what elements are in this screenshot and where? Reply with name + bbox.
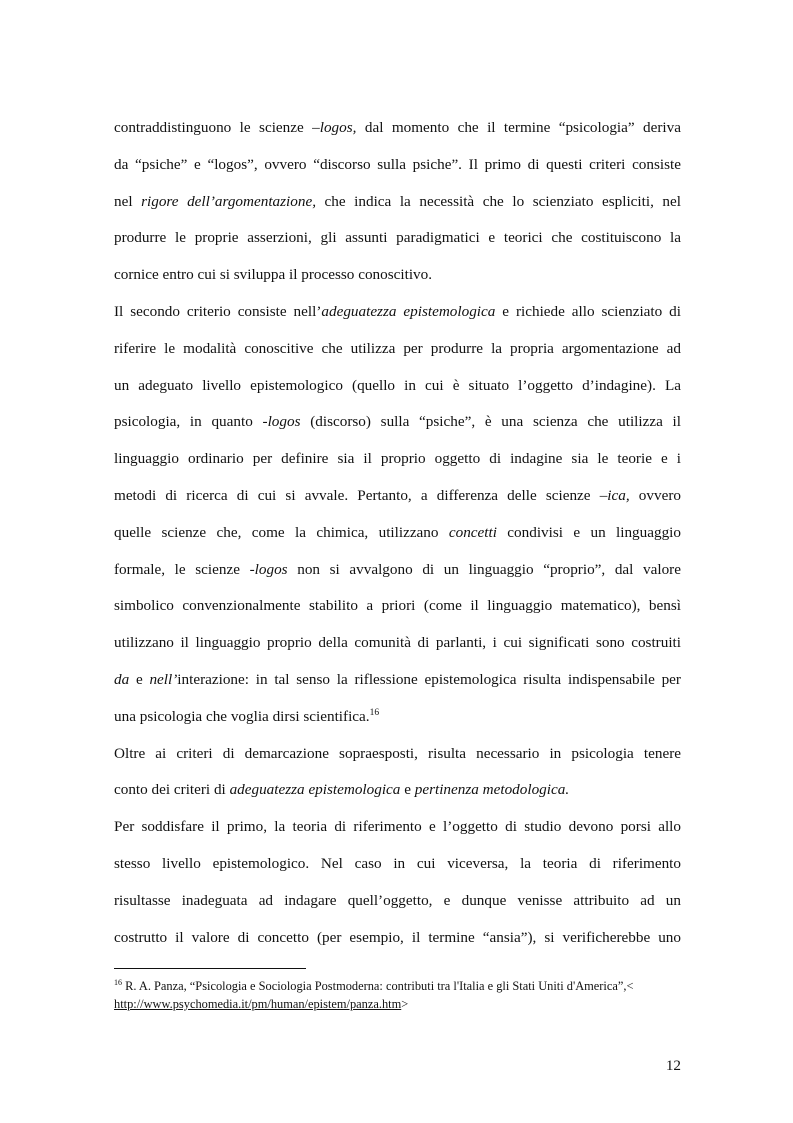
text-segment: nel	[114, 192, 142, 210]
text-segment: conto dei criteri di	[114, 781, 230, 799]
text-segment: da “psiche” e “logos”, ovvero “discorso sulla psiche”. Il primo di questi criteri consiste	[114, 155, 681, 173]
italic-text: logos	[267, 413, 301, 431]
text-segment: riferire le modalità conoscitive che utilizza per produrre la propria argomentazione ad	[114, 339, 681, 357]
text-segment: contraddistinguono le scienze –	[114, 119, 320, 136]
body-text	[114, 110, 681, 956]
italic-text: concetti	[448, 523, 497, 541]
text-segment: quelle scienze che, come la chimica, utilizzano	[114, 523, 449, 541]
text-line	[114, 147, 681, 184]
italic-text: adeguatezza epistemologica	[321, 302, 496, 320]
text-segment: produrre le proprie asserzioni, gli assunti paradigmatici e teorici che costituiscono la	[114, 229, 681, 247]
text-segment: e	[129, 670, 150, 688]
italic-text: da	[114, 670, 130, 688]
text-line	[114, 736, 681, 773]
text-segment: Per soddisfare il primo, la teoria di riferimento e l’oggetto di studio devono porsi allo	[114, 818, 681, 836]
text-segment: dal momento che il termine “psicologia” deriva	[356, 119, 681, 136]
text-segment: (discorso) sulla “psiche”, è una scienza che utilizza il	[300, 413, 681, 431]
text-segment: un adeguato livello epistemologico (quello in cui è situato l’oggetto d’indagine). La	[114, 376, 681, 394]
text-line	[114, 478, 681, 515]
italic-text: logos,	[319, 119, 357, 136]
text-segment: costrutto il valore di concetto (per esempio, il termine “ansia”), si verificherebbe uno	[114, 928, 681, 946]
footnote-marker: 16	[114, 977, 122, 987]
text-segment: risultasse inadeguata ad indagare quell’oggetto, e dunque venisse attribuito ad un	[114, 891, 681, 909]
footnote-link[interactable]: http://www.psychomedia.it/pm/human/epistem/panza.htm	[114, 997, 402, 1011]
text-segment: Oltre ai criteri di demarcazione sopraesposti, risulta necessario in psicologia tenere	[114, 744, 681, 762]
text-line	[114, 110, 681, 147]
text-segment: metodi di ricerca di cui si avvale. Pertanto, a differenza delle scienze –	[114, 486, 608, 504]
italic-text: nell’	[149, 670, 178, 688]
page-number: 12	[665, 1057, 681, 1074]
text-line	[114, 588, 681, 625]
text-line	[114, 184, 681, 221]
footnote-text: R. A. Panza, “Psicologia e Sociologia Postmoderna: contributi tra l'Italia e gli Stati Uniti d'America”,<	[122, 979, 634, 993]
text-segment: condivisi e un linguaggio	[496, 523, 681, 541]
text-segment: ovvero	[629, 486, 681, 504]
italic-text: pertinenza metodologica.	[414, 781, 570, 799]
italic-text: rigore dell’argomentazione,	[141, 192, 316, 210]
text-line	[114, 772, 681, 809]
footnote-link-close: >	[401, 997, 409, 1011]
text-segment: e richiede allo scienziato di	[495, 302, 681, 320]
footnote	[114, 977, 681, 1013]
text-segment: e	[400, 781, 415, 799]
text-segment: stesso livello epistemologico. Nel caso in cui viceversa, la teoria di riferimento	[114, 854, 681, 872]
text-line	[114, 257, 681, 294]
footnote-separator	[114, 968, 306, 969]
text-segment: utilizzano il linguaggio proprio della comunità di parlanti, i cui significati sono costruiti	[114, 634, 681, 652]
footnote-reference: 16	[369, 707, 380, 718]
text-segment: interazione: in tal senso la riflessione epistemologica risulta indispensabile per	[177, 670, 681, 688]
text-line	[114, 920, 681, 957]
text-line	[114, 552, 681, 589]
paragraph	[114, 110, 681, 294]
text-line	[114, 699, 681, 736]
text-line	[114, 220, 681, 257]
text-segment: formale, le scienze -	[114, 560, 255, 578]
text-segment: non si avvalgono di un linguaggio “proprio”, dal valore	[287, 560, 681, 578]
text-line	[114, 515, 681, 552]
text-segment: una psicologia che voglia dirsi scientifica.	[114, 707, 370, 725]
text-segment: Il secondo criterio consiste nell’	[114, 302, 322, 320]
text-segment: psicologia, in quanto -	[114, 413, 268, 431]
paragraph	[114, 809, 681, 956]
text-line	[114, 368, 681, 405]
text-segment: simbolico convenzionalmente stabilito a priori (come il linguaggio matematico), bensì	[114, 597, 681, 615]
text-line	[114, 625, 681, 662]
italic-text: ica,	[607, 486, 630, 504]
italic-text: adeguatezza epistemologica	[229, 781, 401, 799]
text-line	[114, 441, 681, 478]
italic-text: logos	[254, 560, 288, 578]
text-line	[114, 404, 681, 441]
paragraph	[114, 736, 681, 810]
text-segment: cornice entro cui si sviluppa il processo conoscitivo.	[114, 266, 433, 284]
text-line	[114, 331, 681, 368]
text-line	[114, 883, 681, 920]
text-segment: linguaggio ordinario per definire sia il proprio oggetto di indagine sia le teorie e i	[114, 450, 681, 468]
text-line	[114, 809, 681, 846]
text-segment: che indica la necessità che lo scienziato espliciti, nel	[316, 192, 681, 210]
text-line	[114, 846, 681, 883]
paragraph	[114, 294, 681, 736]
text-line	[114, 662, 681, 699]
text-line	[114, 294, 681, 331]
